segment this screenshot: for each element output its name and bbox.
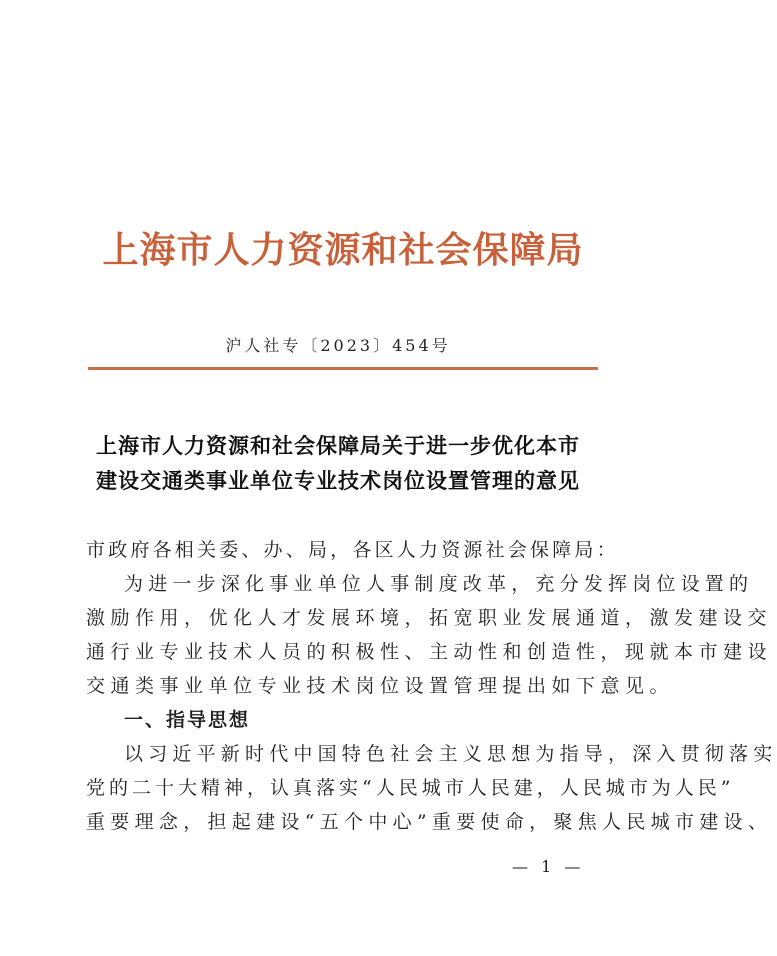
paragraph-line: 党的二十大精神，认真落实“人民城市人民建，人民城市为人民” bbox=[86, 777, 735, 799]
salutation: 市政府各相关委、办、局，各区人力资源社会保障局： bbox=[86, 539, 619, 561]
paragraph-line: 重要理念，担起建设“五个中心”重要使命，聚焦人民城市建设、 bbox=[86, 811, 773, 833]
paragraph-line: 激励作用，优化人才发展环境，拓宽职业发展通道，激发建设交 bbox=[86, 607, 773, 629]
header-rule bbox=[88, 367, 598, 370]
paragraph-line: 通行业专业技术人员的积极性、主动性和创造性，现就本市建设 bbox=[86, 641, 773, 663]
document-number: 沪人社专〔2023〕454号 bbox=[225, 336, 451, 355]
document-title-line: 建设交通类事业单位专业技术岗位设置管理的意见 bbox=[96, 468, 580, 493]
paragraph-line: 以习近平新时代中国特色社会主义思想为指导，深入贯彻落实 bbox=[124, 743, 777, 765]
section-heading: 一、指导思想 bbox=[124, 709, 251, 731]
paragraph-line: 交通类事业单位专业技术岗位设置管理提出如下意见。 bbox=[86, 675, 675, 697]
paragraph-line: 为进一步深化事业单位人事制度改革，充分发挥岗位设置的 bbox=[124, 573, 754, 595]
issuing-org-header: 上海市人力资源和社会保障局 bbox=[102, 229, 584, 271]
page-number: — 1 — bbox=[512, 857, 585, 876]
document-title-line: 上海市人力资源和社会保障局关于进一步优化本市 bbox=[96, 433, 580, 458]
